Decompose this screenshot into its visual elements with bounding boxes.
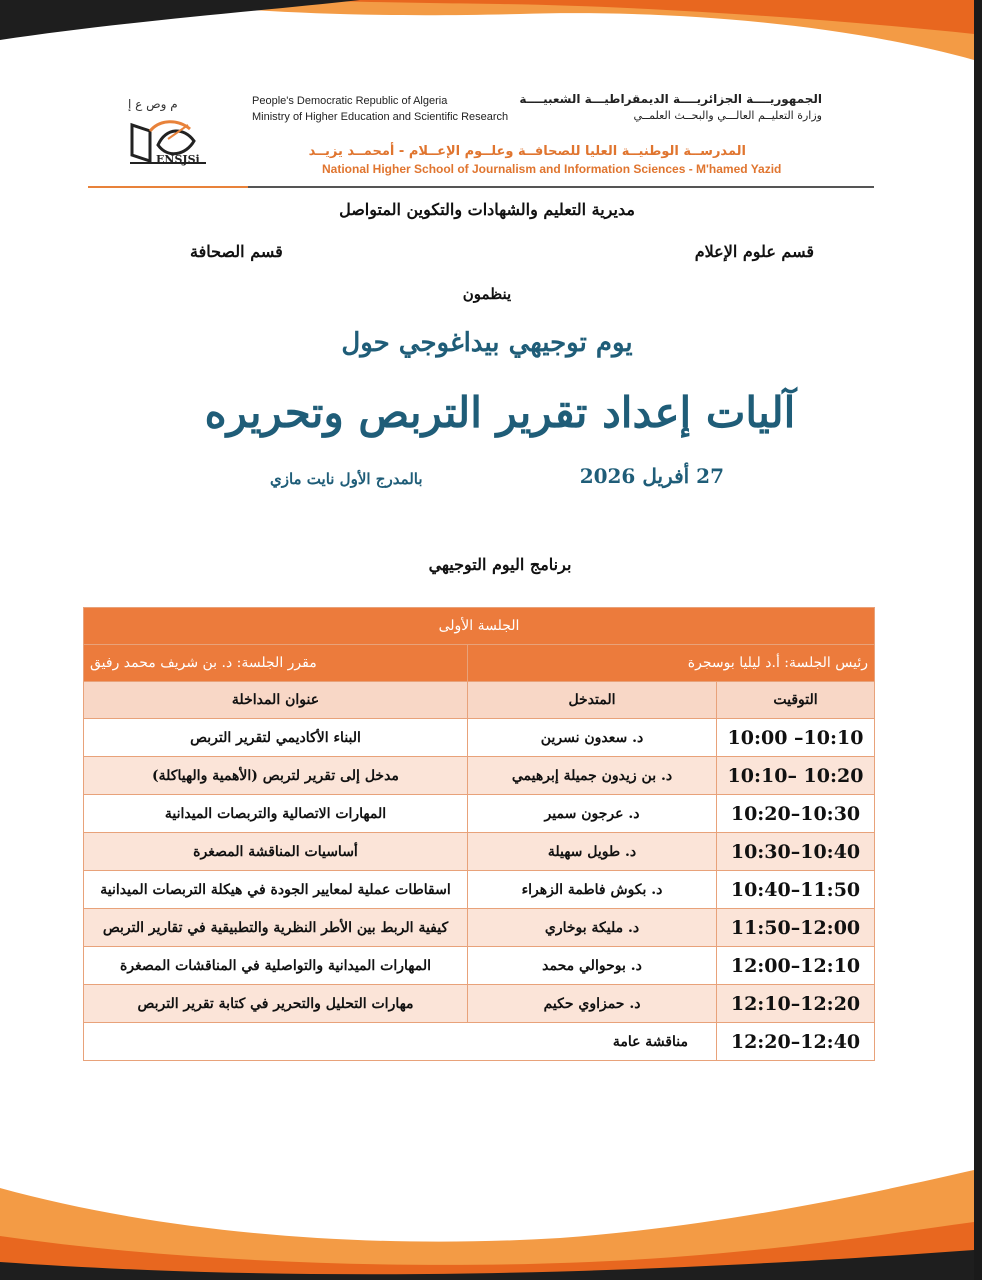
row-speaker: د. بكوش فاطمة الزهراء — [468, 871, 717, 909]
table-row — [84, 795, 875, 833]
row-time: 12:10–12:20 — [717, 985, 875, 1023]
logo-arabic-text: م وص ع إ — [128, 97, 178, 111]
department-journalism: قسم الصحافة — [190, 242, 283, 261]
program-table — [83, 607, 875, 1061]
row-speaker: د. بوحوالي محمد — [468, 947, 717, 985]
row-speaker: د. عرجون سمير — [468, 795, 717, 833]
school-name-ar: المدرســة الوطنيــة العليا للصحافــة وعلــوم الإعــلام - أمحمــد يزيــد — [308, 144, 746, 159]
row-title: مدخل إلى تقرير لتربص (الأهمية والهياكلة) — [84, 757, 468, 795]
row-speaker: د. حمزاوي حكيم — [468, 985, 717, 1023]
row-time: 10:30–10:40 — [717, 833, 875, 871]
table-row — [84, 909, 875, 947]
republic-name-en: People's Democratic Republic of Algeria — [252, 95, 448, 107]
screen-edge — [974, 0, 982, 1280]
table-row — [84, 833, 875, 871]
row-time: 12:20–12:40 — [717, 1023, 875, 1061]
session-name: الجلسة الأولى — [84, 608, 875, 645]
row-speaker: د. طويل سهيلة — [468, 833, 717, 871]
row-speaker: د. مليكة بوخاري — [468, 909, 717, 947]
row-title: اسقاطات عملية لمعايير الجودة في هيكلة التربصات الميدانية — [84, 871, 468, 909]
table-row-general-discussion — [84, 1023, 875, 1061]
row-title: مهارات التحليل والتحرير في كتابة تقرير التربص — [84, 985, 468, 1023]
table-header-row — [84, 682, 875, 719]
session-rapporteur: مقرر الجلسة: د. بن شريف محمد رفيق — [84, 645, 468, 682]
directorate-title: مديرية التعليم والشهادات والتكوين المتواصل — [339, 200, 635, 219]
session-header-row — [84, 608, 875, 645]
row-time: 12:00–12:10 — [717, 947, 875, 985]
row-title: كيفية الربط بين الأطر النظرية والتطبيقية في تقارير التربص — [84, 909, 468, 947]
event-venue: بالمدرج الأول نايت مازي — [270, 470, 423, 488]
organizers-label: ينظمون — [462, 285, 512, 303]
row-title: المهارات الاتصالية والتربصات الميدانية — [84, 795, 468, 833]
logo-label: ENSJSi — [156, 153, 200, 166]
table-row — [84, 757, 875, 795]
program-title: برنامج اليوم التوجيهي — [428, 555, 572, 574]
column-header-time: التوقيت — [717, 682, 875, 719]
table-row — [84, 719, 875, 757]
column-header-title: عنوان المداخلة — [84, 682, 468, 719]
row-title: أساسيات المناقشة المصغرة — [84, 833, 468, 871]
row-speaker: د. بن زيدون جميلة إبرهيمي — [468, 757, 717, 795]
table-row — [84, 871, 875, 909]
column-header-speaker: المتدخل — [468, 682, 717, 719]
general-discussion-label: مناقشة عامة — [84, 1023, 717, 1061]
republic-name-ar: الجمهوريــــة الجزائريــــة الديمقراطيـــة الشعبيــــة — [519, 92, 822, 106]
school-name-en: National Higher School of Journalism and Information Sciences - M'hamed Yazid — [322, 162, 782, 176]
event-main-title: آليات إعداد تقرير التربص وتحريره — [204, 388, 796, 437]
row-time: 10:40–11:50 — [717, 871, 875, 909]
header-divider-accent — [88, 186, 248, 188]
table-row — [84, 985, 875, 1023]
ministry-name-ar: وزارة التعليــم العالـــي والبحــث العلمــي — [633, 109, 822, 122]
department-media-sciences: قسم علوم الإعلام — [694, 242, 814, 261]
row-time: 10:00 –10:10 — [717, 719, 875, 757]
row-time: 10:10– 10:20 — [717, 757, 875, 795]
session-chair: رئيس الجلسة: أ.د ليليا بوسجرة — [468, 645, 875, 682]
table-row — [84, 947, 875, 985]
event-subtitle: يوم توجيهي بيداغوجي حول — [341, 328, 633, 358]
row-title: المهارات الميدانية والتواصلية في المناقشات المصغرة — [84, 947, 468, 985]
session-chairs-row — [84, 645, 875, 682]
row-speaker: د. سعدون نسرين — [468, 719, 717, 757]
row-title: البناء الأكاديمي لتقرير التربص — [84, 719, 468, 757]
row-time: 10:20–10:30 — [717, 795, 875, 833]
row-time: 11:50–12:00 — [717, 909, 875, 947]
ministry-name-en: Ministry of Higher Education and Scientific Research — [252, 111, 509, 123]
event-date: 27 أفريل 2026 — [579, 464, 724, 488]
